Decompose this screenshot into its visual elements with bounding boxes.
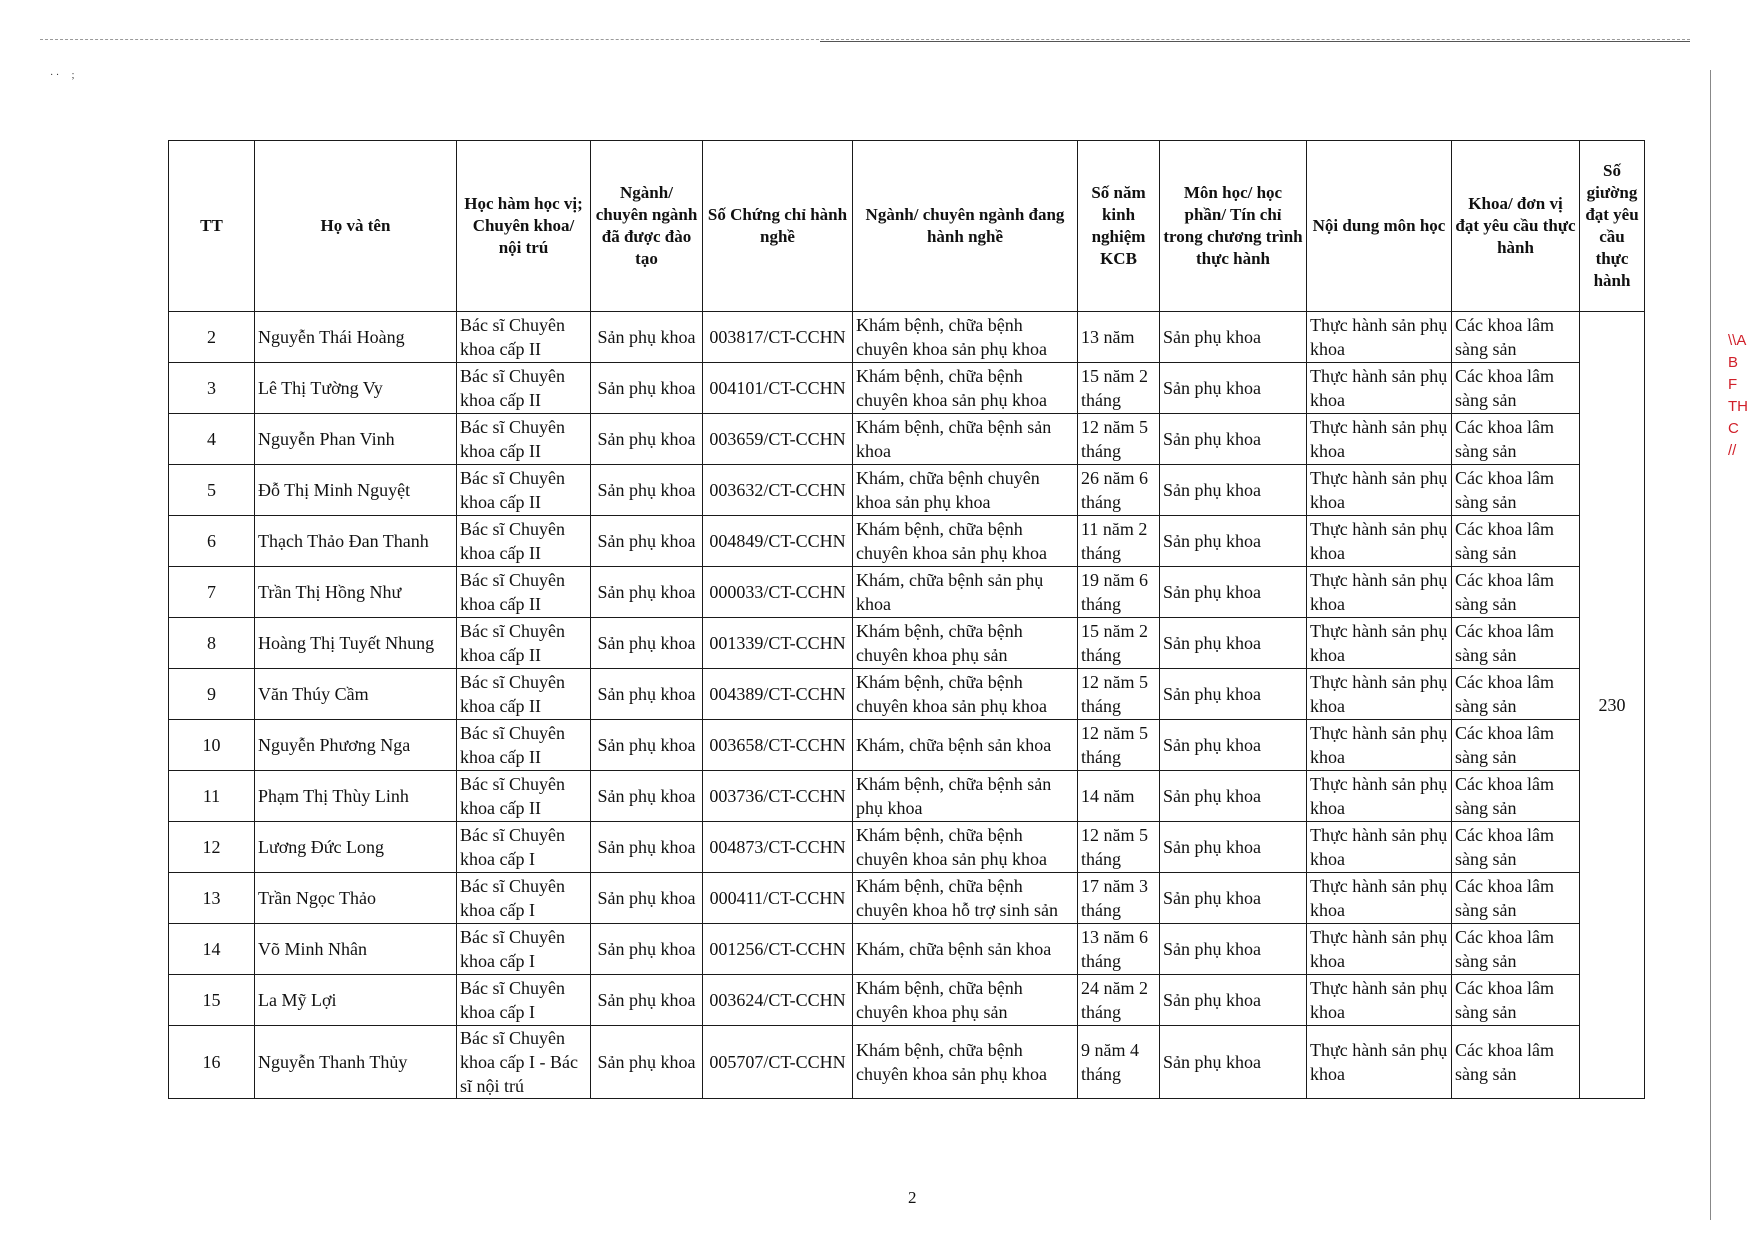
table-row: [169, 465, 1645, 516]
cell-trained-field: Sản phụ khoa: [591, 312, 703, 363]
cell-trained-field: Sản phụ khoa: [591, 873, 703, 924]
cell-tt: 14: [169, 924, 255, 975]
cell-tt: 4: [169, 414, 255, 465]
cell-license-number: 003736/CT-CCHN: [703, 771, 853, 822]
cell-name: Nguyễn Thái Hoàng: [255, 312, 457, 363]
cell-license-number: 003624/CT-CCHN: [703, 975, 853, 1026]
cell-tt: 7: [169, 567, 255, 618]
header-license-number: Số Chứng chỉ hành nghề: [703, 141, 853, 312]
cell-practice-field: Khám bệnh, chữa bệnh chuyên khoa sản phụ khoa: [853, 363, 1078, 414]
table-row: [169, 567, 1645, 618]
cell-subject: Sản phụ khoa: [1160, 618, 1307, 669]
cell-practice-field: Khám, chữa bệnh sản khoa: [853, 924, 1078, 975]
cell-license-number: 004849/CT-CCHN: [703, 516, 853, 567]
cell-content: Thực hành sản phụ khoa: [1307, 975, 1452, 1026]
cell-tt: 8: [169, 618, 255, 669]
header-content: Nội dung môn học: [1307, 141, 1452, 312]
cell-content: Thực hành sản phụ khoa: [1307, 822, 1452, 873]
cell-years-experience: 9 năm 4 tháng: [1078, 1026, 1160, 1099]
cell-trained-field: Sản phụ khoa: [591, 363, 703, 414]
red-stamp-fragment: [1728, 330, 1755, 510]
cell-content: Thực hành sản phụ khoa: [1307, 363, 1452, 414]
cell-years-experience: 12 năm 5 tháng: [1078, 822, 1160, 873]
cell-name: Lương Đức Long: [255, 822, 457, 873]
cell-practice-field: Khám, chữa bệnh chuyên khoa sản phụ khoa: [853, 465, 1078, 516]
cell-degree: Bác sĩ Chuyên khoa cấp I: [457, 873, 591, 924]
header-row: [169, 141, 1645, 312]
cell-content: Thực hành sản phụ khoa: [1307, 1026, 1452, 1099]
cell-department: Các khoa lâm sàng sản: [1452, 975, 1580, 1026]
scan-specks: · · ;: [50, 70, 75, 81]
cell-tt: 6: [169, 516, 255, 567]
cell-degree: Bác sĩ Chuyên khoa cấp II: [457, 771, 591, 822]
table-row: [169, 312, 1645, 363]
cell-license-number: 001339/CT-CCHN: [703, 618, 853, 669]
scan-right-edge: [1710, 70, 1711, 1220]
header-degree: Học hàm học vị; Chuyên khoa/ nội trú: [457, 141, 591, 312]
cell-name: La Mỹ Lợi: [255, 975, 457, 1026]
cell-practice-field: Khám bệnh, chữa bệnh chuyên khoa sản phụ khoa: [853, 1026, 1078, 1099]
table-row: [169, 363, 1645, 414]
cell-tt: 11: [169, 771, 255, 822]
cell-license-number: 003658/CT-CCHN: [703, 720, 853, 771]
cell-trained-field: Sản phụ khoa: [591, 822, 703, 873]
cell-tt: 3: [169, 363, 255, 414]
cell-years-experience: 13 năm 6 tháng: [1078, 924, 1160, 975]
cell-degree: Bác sĩ Chuyên khoa cấp II: [457, 363, 591, 414]
page-number: 2: [908, 1188, 917, 1207]
cell-years-experience: 15 năm 2 tháng: [1078, 618, 1160, 669]
table-row: [169, 669, 1645, 720]
cell-department: Các khoa lâm sàng sản: [1452, 822, 1580, 873]
cell-department: Các khoa lâm sàng sản: [1452, 465, 1580, 516]
staff-table: [168, 140, 1645, 1099]
cell-department: Các khoa lâm sàng sản: [1452, 1026, 1580, 1099]
table-row: [169, 516, 1645, 567]
cell-department: Các khoa lâm sàng sản: [1452, 516, 1580, 567]
cell-content: Thực hành sản phụ khoa: [1307, 312, 1452, 363]
cell-name: Văn Thúy Cầm: [255, 669, 457, 720]
stamp-text: B: [1728, 354, 1739, 371]
cell-practice-field: Khám bệnh, chữa bệnh chuyên khoa phụ sản: [853, 975, 1078, 1026]
cell-trained-field: Sản phụ khoa: [591, 516, 703, 567]
cell-subject: Sản phụ khoa: [1160, 975, 1307, 1026]
cell-subject: Sản phụ khoa: [1160, 363, 1307, 414]
cell-years-experience: 12 năm 5 tháng: [1078, 414, 1160, 465]
cell-tt: 13: [169, 873, 255, 924]
cell-department: Các khoa lâm sàng sản: [1452, 873, 1580, 924]
cell-trained-field: Sản phụ khoa: [591, 771, 703, 822]
table-row: [169, 822, 1645, 873]
cell-tt: 2: [169, 312, 255, 363]
cell-content: Thực hành sản phụ khoa: [1307, 465, 1452, 516]
cell-tt: 5: [169, 465, 255, 516]
cell-trained-field: Sản phụ khoa: [591, 720, 703, 771]
cell-subject: Sản phụ khoa: [1160, 822, 1307, 873]
cell-degree: Bác sĩ Chuyên khoa cấp I: [457, 822, 591, 873]
cell-department: Các khoa lâm sàng sản: [1452, 363, 1580, 414]
cell-subject: Sản phụ khoa: [1160, 873, 1307, 924]
cell-subject: Sản phụ khoa: [1160, 720, 1307, 771]
cell-name: Hoàng Thị Tuyết Nhung: [255, 618, 457, 669]
cell-trained-field: Sản phụ khoa: [591, 414, 703, 465]
scan-border-top-solid: [820, 41, 1690, 42]
cell-department: Các khoa lâm sàng sản: [1452, 720, 1580, 771]
table-row: [169, 1026, 1645, 1099]
cell-trained-field: Sản phụ khoa: [591, 1026, 703, 1099]
cell-practice-field: Khám bệnh, chữa bệnh chuyên khoa phụ sản: [853, 618, 1078, 669]
cell-tt: 16: [169, 1026, 255, 1099]
cell-degree: Bác sĩ Chuyên khoa cấp I: [457, 924, 591, 975]
cell-years-experience: 11 năm 2 tháng: [1078, 516, 1160, 567]
cell-subject: Sản phụ khoa: [1160, 924, 1307, 975]
cell-content: Thực hành sản phụ khoa: [1307, 720, 1452, 771]
table-row: [169, 720, 1645, 771]
cell-subject: Sản phụ khoa: [1160, 312, 1307, 363]
header-years-experience: Số năm kinh nghiệm KCB: [1078, 141, 1160, 312]
cell-name: Võ Minh Nhân: [255, 924, 457, 975]
cell-trained-field: Sản phụ khoa: [591, 924, 703, 975]
table-row: [169, 414, 1645, 465]
cell-practice-field: Khám bệnh, chữa bệnh sản phụ khoa: [853, 771, 1078, 822]
cell-beds: 230: [1580, 312, 1645, 1099]
cell-trained-field: Sản phụ khoa: [591, 975, 703, 1026]
cell-name: Trần Thị Hồng Như: [255, 567, 457, 618]
header-practice-field: Ngành/ chuyên ngành đang hành nghề: [853, 141, 1078, 312]
cell-department: Các khoa lâm sàng sản: [1452, 618, 1580, 669]
cell-license-number: 005707/CT-CCHN: [703, 1026, 853, 1099]
cell-practice-field: Khám bệnh, chữa bệnh chuyên khoa hỗ trợ sinh sản: [853, 873, 1078, 924]
cell-years-experience: 14 năm: [1078, 771, 1160, 822]
cell-department: Các khoa lâm sàng sản: [1452, 924, 1580, 975]
cell-trained-field: Sản phụ khoa: [591, 465, 703, 516]
cell-subject: Sản phụ khoa: [1160, 771, 1307, 822]
cell-name: Phạm Thị Thùy Linh: [255, 771, 457, 822]
cell-degree: Bác sĩ Chuyên khoa cấp II: [457, 312, 591, 363]
cell-practice-field: Khám, chữa bệnh sản phụ khoa: [853, 567, 1078, 618]
cell-content: Thực hành sản phụ khoa: [1307, 516, 1452, 567]
cell-practice-field: Khám bệnh, chữa bệnh sản khoa: [853, 414, 1078, 465]
header-department: Khoa/ đơn vị đạt yêu cầu thực hành: [1452, 141, 1580, 312]
cell-license-number: 003659/CT-CCHN: [703, 414, 853, 465]
table-row: [169, 618, 1645, 669]
cell-degree: Bác sĩ Chuyên khoa cấp II: [457, 720, 591, 771]
stamp-text: C: [1728, 420, 1739, 437]
table-row: [169, 924, 1645, 975]
header-tt: TT: [169, 141, 255, 312]
cell-content: Thực hành sản phụ khoa: [1307, 414, 1452, 465]
cell-years-experience: 15 năm 2 tháng: [1078, 363, 1160, 414]
cell-content: Thực hành sản phụ khoa: [1307, 618, 1452, 669]
header-subject: Môn học/ học phần/ Tín chỉ trong chương trình thực hành: [1160, 141, 1307, 312]
cell-years-experience: 12 năm 5 tháng: [1078, 720, 1160, 771]
cell-tt: 10: [169, 720, 255, 771]
scan-border-top: [40, 39, 1690, 40]
cell-license-number: 000033/CT-CCHN: [703, 567, 853, 618]
header-beds: Số giường đạt yêu cầu thực hành: [1580, 141, 1645, 312]
cell-department: Các khoa lâm sàng sản: [1452, 414, 1580, 465]
cell-degree: Bác sĩ Chuyên khoa cấp II: [457, 618, 591, 669]
stamp-text: F: [1728, 376, 1738, 393]
cell-license-number: 000411/CT-CCHN: [703, 873, 853, 924]
cell-subject: Sản phụ khoa: [1160, 567, 1307, 618]
cell-content: Thực hành sản phụ khoa: [1307, 567, 1452, 618]
cell-department: Các khoa lâm sàng sản: [1452, 312, 1580, 363]
cell-name: Trần Ngọc Thảo: [255, 873, 457, 924]
cell-subject: Sản phụ khoa: [1160, 1026, 1307, 1099]
cell-years-experience: 12 năm 5 tháng: [1078, 669, 1160, 720]
cell-tt: 9: [169, 669, 255, 720]
cell-license-number: 004389/CT-CCHN: [703, 669, 853, 720]
cell-practice-field: Khám bệnh, chữa bệnh chuyên khoa sản phụ khoa: [853, 822, 1078, 873]
cell-department: Các khoa lâm sàng sản: [1452, 567, 1580, 618]
cell-department: Các khoa lâm sàng sản: [1452, 771, 1580, 822]
cell-name: Đỗ Thị Minh Nguyệt: [255, 465, 457, 516]
cell-degree: Bác sĩ Chuyên khoa cấp II: [457, 567, 591, 618]
cell-name: Thạch Thảo Đan Thanh: [255, 516, 457, 567]
cell-name: Nguyễn Thanh Thủy: [255, 1026, 457, 1099]
cell-practice-field: Khám bệnh, chữa bệnh chuyên khoa sản phụ khoa: [853, 669, 1078, 720]
cell-tt: 12: [169, 822, 255, 873]
cell-license-number: 004873/CT-CCHN: [703, 822, 853, 873]
cell-subject: Sản phụ khoa: [1160, 516, 1307, 567]
cell-content: Thực hành sản phụ khoa: [1307, 924, 1452, 975]
cell-content: Thực hành sản phụ khoa: [1307, 771, 1452, 822]
cell-subject: Sản phụ khoa: [1160, 414, 1307, 465]
cell-years-experience: 26 năm 6 tháng: [1078, 465, 1160, 516]
cell-practice-field: Khám bệnh, chữa bệnh chuyên khoa sản phụ khoa: [853, 516, 1078, 567]
cell-degree: Bác sĩ Chuyên khoa cấp I: [457, 975, 591, 1026]
stamp-text: \\A: [1728, 332, 1747, 349]
stamp-text: //: [1728, 442, 1737, 459]
cell-trained-field: Sản phụ khoa: [591, 669, 703, 720]
cell-years-experience: 19 năm 6 tháng: [1078, 567, 1160, 618]
cell-trained-field: Sản phụ khoa: [591, 567, 703, 618]
cell-years-experience: 17 năm 3 tháng: [1078, 873, 1160, 924]
table-row: [169, 873, 1645, 924]
cell-degree: Bác sĩ Chuyên khoa cấp II: [457, 465, 591, 516]
cell-subject: Sản phụ khoa: [1160, 465, 1307, 516]
cell-tt: 15: [169, 975, 255, 1026]
cell-years-experience: 24 năm 2 tháng: [1078, 975, 1160, 1026]
table-row: [169, 771, 1645, 822]
cell-license-number: 003817/CT-CCHN: [703, 312, 853, 363]
cell-name: Lê Thị Tường Vy: [255, 363, 457, 414]
cell-department: Các khoa lâm sàng sản: [1452, 669, 1580, 720]
cell-content: Thực hành sản phụ khoa: [1307, 873, 1452, 924]
cell-degree: Bác sĩ Chuyên khoa cấp II: [457, 516, 591, 567]
cell-practice-field: Khám bệnh, chữa bệnh chuyên khoa sản phụ khoa: [853, 312, 1078, 363]
cell-license-number: 004101/CT-CCHN: [703, 363, 853, 414]
cell-license-number: 001256/CT-CCHN: [703, 924, 853, 975]
header-name: Họ và tên: [255, 141, 457, 312]
cell-degree: Bác sĩ Chuyên khoa cấp I - Bác sĩ nội trú: [457, 1026, 591, 1099]
cell-degree: Bác sĩ Chuyên khoa cấp II: [457, 669, 591, 720]
cell-content: Thực hành sản phụ khoa: [1307, 669, 1452, 720]
cell-practice-field: Khám, chữa bệnh sản khoa: [853, 720, 1078, 771]
cell-years-experience: 13 năm: [1078, 312, 1160, 363]
cell-subject: Sản phụ khoa: [1160, 669, 1307, 720]
cell-license-number: 003632/CT-CCHN: [703, 465, 853, 516]
cell-name: Nguyễn Phương Nga: [255, 720, 457, 771]
stamp-text: TH: [1728, 398, 1748, 415]
cell-trained-field: Sản phụ khoa: [591, 618, 703, 669]
cell-name: Nguyễn Phan Vinh: [255, 414, 457, 465]
header-trained-field: Ngành/ chuyên ngành đã được đào tạo: [591, 141, 703, 312]
cell-degree: Bác sĩ Chuyên khoa cấp II: [457, 414, 591, 465]
table-row: [169, 975, 1645, 1026]
